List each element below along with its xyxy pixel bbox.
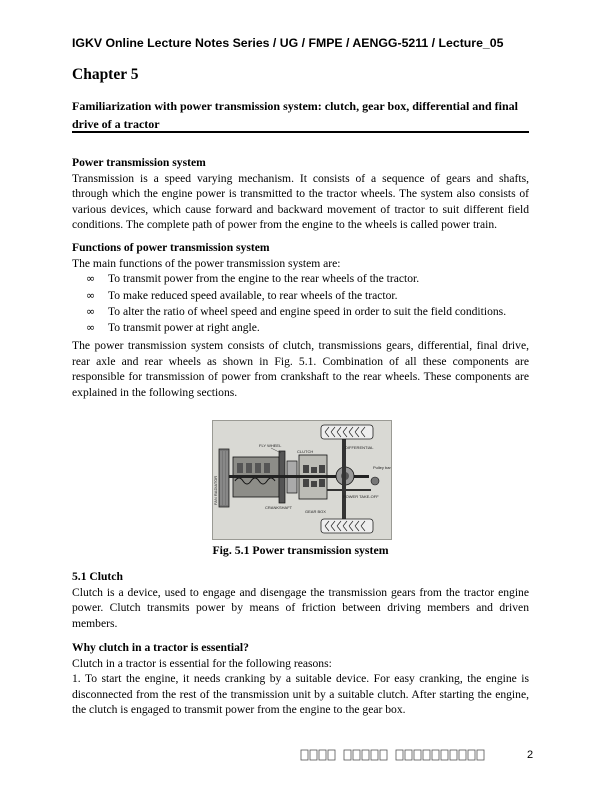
paragraph-line: power. Clutch transmits power by means of friction between driving members and driven (72, 601, 529, 615)
section-clutch (72, 569, 529, 631)
list-item (72, 271, 529, 287)
bullet-icon: ∞ (86, 321, 96, 335)
list-item-text: To transmit power from the engine to the rear wheels of the tractor. (108, 272, 420, 286)
section-power-transmission (72, 155, 529, 233)
list-item-text: To make reduced speed available, to rear wheels of the tractor. (108, 288, 398, 302)
paragraph-line: through which the engine power is transmitted to the tractor wheels. The system also consists of (72, 187, 529, 201)
paragraph-components (72, 338, 529, 400)
section-heading: Functions of power transmission system (72, 241, 270, 254)
label-clutch: CLUTCH (297, 449, 314, 454)
paragraph-line: Clutch is a device, used to engage and disengage the transmission gears from the tractor engine (72, 585, 529, 599)
label-fly-wheel: FLY WHEEL (259, 443, 282, 448)
section-heading: 5.1 Clutch (72, 570, 123, 583)
list-item-text: To alter the ratio of wheel speed and engine speed in order to suit the field conditions. (108, 305, 507, 318)
section-heading: Why clutch in a tractor is essential? (72, 641, 249, 654)
label-differential: DIFFERENTIAL (345, 445, 374, 450)
page-number: 2 (527, 749, 534, 761)
section-functions (72, 240, 529, 337)
paragraph-line: members. (72, 616, 118, 630)
label-gear-box: GEAR BOX (305, 509, 326, 514)
title-rule (72, 131, 529, 133)
chapter-label: Chapter 5 (72, 66, 139, 83)
label-crankshaft: CRANKSHAFT (265, 505, 293, 510)
label-power-take-off: POWER TAKE-OFF (343, 494, 379, 499)
figure-caption: Fig. 5.1 Power transmission system (212, 543, 389, 557)
footer-logo-strip (300, 748, 492, 762)
paragraph-line: the clutch is engaged to transmit power from the engine to the gear box. (72, 703, 406, 717)
diagram-illustration (213, 421, 391, 539)
label-pulley-bar: Pulley bar (373, 465, 391, 470)
running-header: IGKV Online Lecture Notes Series / UG / FMPE / AENGG-5211 / Lecture_05 (72, 36, 504, 50)
bullet-icon: ∞ (86, 305, 96, 318)
paragraph-line: Transmission is a speed varying mechanism. It consists of a sequence of gears and shafts, (72, 171, 529, 185)
section-intro: Clutch in a tractor is essential for the following reasons: (72, 656, 332, 670)
paragraph-line: responsible for transmission of power from crankshaft to the rear wheels. These components are (72, 370, 529, 384)
list-item-text: To transmit power at right angle. (108, 321, 260, 335)
paragraph-line: disconnected from the rest of the transmission unit by a suitable clutch. After starting the engine, (72, 687, 529, 701)
section-intro: The main functions of the power transmission system are: (72, 256, 341, 270)
bullet-icon: ∞ (86, 272, 96, 286)
bullet-icon: ∞ (86, 288, 96, 302)
list-item (72, 288, 529, 304)
power-transmission-diagram (212, 420, 392, 540)
paragraph-line: explained in the following sections. (72, 385, 238, 399)
paragraph-line: The power transmission system consists of clutch, transmissions gears, differential, final drive, (72, 339, 529, 352)
paragraph-line: 1. To start the engine, it needs cranking by a suitable device. For easy cranking, the engine is (72, 672, 529, 686)
paragraph-line: conditions. The complete path of power from the engine to the wheels is called power train. (72, 218, 498, 232)
section-why-clutch (72, 640, 529, 718)
section-heading: Power transmission system (72, 156, 206, 169)
paragraph-line: rear axle and rear wheels as shown in Fig. 5.1. Combination of all these components are (72, 354, 529, 368)
list-item (72, 320, 529, 336)
list-item (72, 304, 529, 320)
functions-list (72, 271, 529, 337)
paragraph-line: various devices, which cause forward and backward movement of tractor to suit different field (72, 202, 529, 216)
footer-watermark (300, 748, 492, 765)
label-fan-radiator: FAN RADIATOR (213, 475, 218, 505)
chapter-title: Familiarization with power transmission system: clutch, gear box, differential and final drive of a tractor (72, 99, 518, 131)
